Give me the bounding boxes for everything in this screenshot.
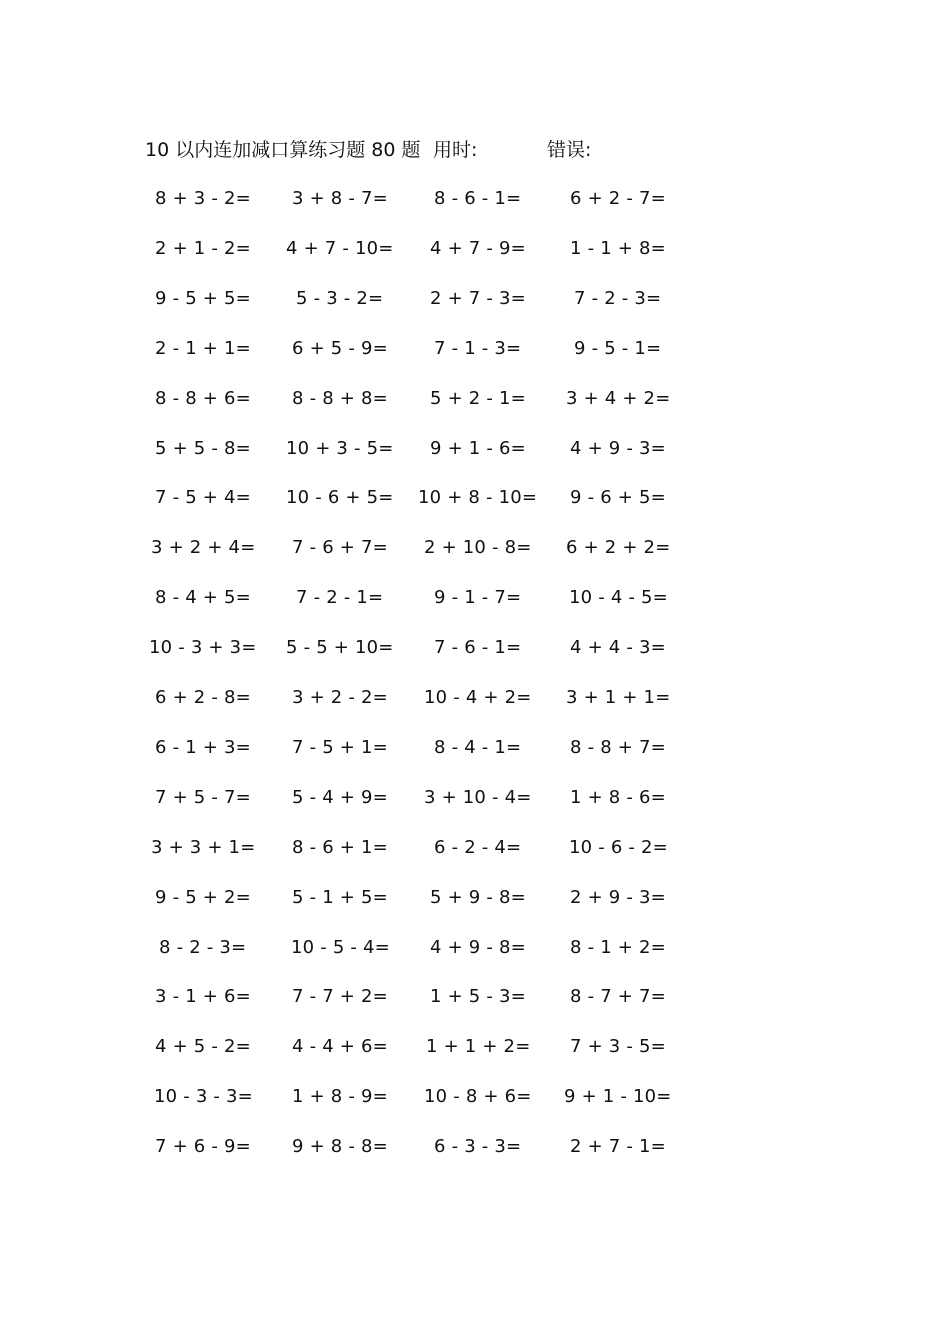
math-problem: 9 - 5 + 2= xyxy=(155,886,251,908)
math-problem: 3 + 10 - 4= xyxy=(424,786,532,808)
math-problem: 8 - 8 + 7= xyxy=(570,736,666,758)
math-problem: 1 + 1 + 2= xyxy=(426,1036,531,1058)
math-problem: 5 + 5 - 8= xyxy=(155,437,251,459)
math-problem: 7 - 6 + 7= xyxy=(292,537,388,559)
math-problem: 8 - 6 - 1= xyxy=(434,188,522,209)
math-problem: 3 - 1 + 6= xyxy=(155,986,251,1008)
math-problem: 4 + 4 - 3= xyxy=(570,637,666,659)
math-problem: 4 + 9 - 3= xyxy=(570,437,666,459)
math-problem: 9 - 1 - 7= xyxy=(434,587,522,609)
math-problem: 2 + 7 - 3= xyxy=(430,287,526,309)
math-problem: 2 + 9 - 3= xyxy=(570,886,666,908)
math-problem: 9 - 5 - 1= xyxy=(574,337,662,359)
math-problem: 1 + 8 - 6= xyxy=(570,786,666,808)
math-problem: 3 + 2 - 2= xyxy=(292,687,388,708)
math-problem: 8 - 2 - 3= xyxy=(159,936,247,958)
math-problem: 6 - 2 - 4= xyxy=(434,836,522,858)
math-problem: 8 - 4 - 1= xyxy=(434,736,522,758)
math-problem: 3 + 3 + 1= xyxy=(151,836,256,858)
math-problem: 10 - 8 + 6= xyxy=(424,1086,532,1108)
math-problem: 7 - 7 + 2= xyxy=(292,986,388,1008)
math-problem: 7 - 2 - 1= xyxy=(296,587,384,609)
math-problem: 6 + 2 - 7= xyxy=(570,188,666,209)
math-problem: 8 - 7 + 7= xyxy=(570,986,666,1008)
math-problem: 10 - 5 - 4= xyxy=(291,936,390,958)
math-problem: 7 - 1 - 3= xyxy=(434,337,522,359)
math-problem: 10 - 6 + 5= xyxy=(286,487,394,509)
math-problem: 6 + 5 - 9= xyxy=(292,337,388,359)
math-problem: 2 + 7 - 1= xyxy=(570,1136,666,1158)
math-problem: 7 - 5 + 4= xyxy=(155,487,251,509)
math-problem: 2 + 10 - 8= xyxy=(424,537,532,559)
math-problem: 3 + 4 + 2= xyxy=(566,387,671,409)
math-problem: 7 - 6 - 1= xyxy=(434,637,522,659)
math-problem: 8 - 8 + 8= xyxy=(292,387,388,409)
math-problem: 6 + 2 - 8= xyxy=(155,687,251,708)
math-problem: 3 + 1 + 1= xyxy=(566,687,671,708)
math-problem: 10 - 6 - 2= xyxy=(569,836,668,858)
math-problem: 4 + 7 - 10= xyxy=(286,237,394,259)
math-problem: 6 - 3 - 3= xyxy=(434,1136,522,1158)
math-problem: 1 - 1 + 8= xyxy=(570,237,666,259)
math-problem: 8 - 4 + 5= xyxy=(155,587,251,609)
math-problem: 10 + 8 - 10= xyxy=(418,487,538,509)
math-problem: 2 - 1 + 1= xyxy=(155,337,251,359)
math-problem: 6 + 2 + 2= xyxy=(566,537,671,559)
math-problem: 8 - 1 + 2= xyxy=(570,936,666,958)
math-problem: 9 + 8 - 8= xyxy=(292,1136,388,1158)
math-problem: 4 + 5 - 2= xyxy=(155,1036,251,1058)
math-problem: 8 - 8 + 6= xyxy=(155,387,251,409)
math-problem: 4 - 4 + 6= xyxy=(292,1036,388,1058)
math-problem: 6 - 1 + 3= xyxy=(155,736,251,758)
math-problem: 9 + 1 - 6= xyxy=(430,437,526,459)
math-problem: 10 - 3 + 3= xyxy=(149,637,257,659)
math-problem: 8 + 3 - 2= xyxy=(155,188,251,209)
math-problem: 7 + 6 - 9= xyxy=(155,1136,251,1158)
math-problem: 5 + 2 - 1= xyxy=(430,387,526,409)
math-problem: 3 + 8 - 7= xyxy=(292,188,388,209)
math-problem: 7 - 5 + 1= xyxy=(292,736,388,758)
math-problem: 5 - 4 + 9= xyxy=(292,786,388,808)
math-problem: 7 + 3 - 5= xyxy=(570,1036,666,1058)
error-label: 错误: xyxy=(547,139,592,161)
math-problem: 5 - 3 - 2= xyxy=(296,287,384,309)
math-problem: 7 + 5 - 7= xyxy=(155,786,251,808)
math-problem: 5 - 1 + 5= xyxy=(292,886,388,908)
math-problem: 8 - 6 + 1= xyxy=(292,836,388,858)
math-problem: 10 - 3 - 3= xyxy=(154,1086,253,1108)
math-problem: 7 - 2 - 3= xyxy=(574,287,662,309)
math-problem: 10 - 4 - 5= xyxy=(569,587,668,609)
math-problem: 5 - 5 + 10= xyxy=(286,637,394,659)
math-problem: 3 + 2 + 4= xyxy=(151,537,256,559)
math-problem: 10 - 4 + 2= xyxy=(424,687,532,708)
math-problem: 4 + 7 - 9= xyxy=(430,237,526,259)
math-problem: 1 + 5 - 3= xyxy=(430,986,526,1008)
math-problem: 4 + 9 - 8= xyxy=(430,936,526,958)
math-problem: 9 + 1 - 10= xyxy=(564,1086,672,1108)
worksheet-title: 10 以内连加减口算练习题 80 题 xyxy=(145,139,421,161)
math-problem: 1 + 8 - 9= xyxy=(292,1086,388,1108)
math-problem: 10 + 3 - 5= xyxy=(286,437,394,459)
time-label: 用时: xyxy=(433,139,478,161)
math-problem: 9 - 6 + 5= xyxy=(570,487,666,509)
math-problem: 2 + 1 - 2= xyxy=(155,237,251,259)
math-problem: 5 + 9 - 8= xyxy=(430,886,526,908)
math-problem: 9 - 5 + 5= xyxy=(155,287,251,309)
